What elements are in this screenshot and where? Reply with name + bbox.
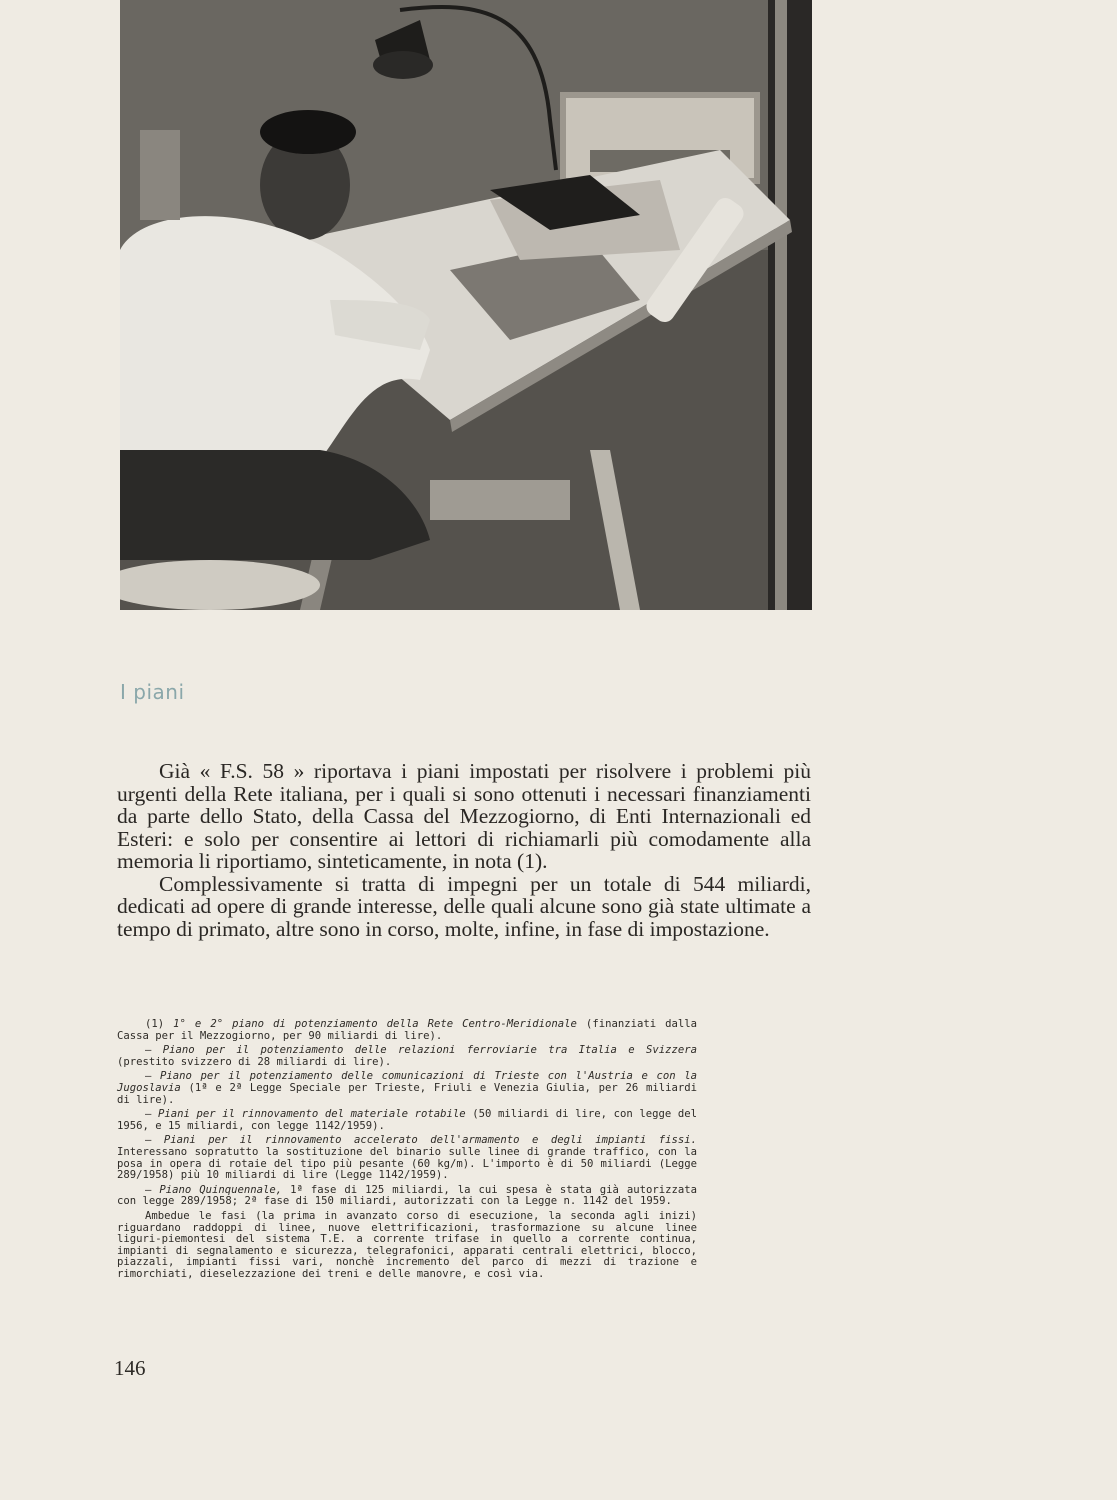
footnote: — Piani per il rinnovamento accelerato dell'armamento e degli impianti fissi. Interessano sopratutto la sostituzione del binario sulle linee di grande traffico, con la posa in opera di rotaie del tipo più pesante (60 kg/m). L'importo è di 50 miliardi (Legge 289/1958) più 10 miliardi di lire (Legge 1142/1959).	[117, 1134, 697, 1182]
footnote: (1) 1° e 2° piano di potenziamento della Rete Centro-Meridionale (finanziati dalla Cassa per il Mezzogiorno, per 90 miliardi di lire).	[117, 1018, 697, 1042]
body-paragraph: Complessivamente si tratta di impegni per un totale di 544 miliardi, dedicati ad opere di grande interesse, delle quali alcune sono già state ultimate a tempo di primato, altre sono in corso, molte, infine, in fase di impostazione.	[117, 871, 811, 941]
footnote: — Piano per il potenziamento delle comunicazioni di Trieste con l'Austria e con la Jugoslavia (1ª e 2ª Legge Speciale per Trieste, Friuli e Venezia Giulia, per 26 miliardi di lire).	[117, 1070, 697, 1106]
footnote: — Piano Quinquennale, 1ª fase di 125 miliardi, la cui spesa è stata già autorizzata con legge 289/1958; 2ª fase di 150 miliardi, autorizzati con la Legge n. 1142 del 1959.	[117, 1183, 697, 1208]
footnote: — Piano per il potenziamento delle relazioni ferroviarie tra Italia e Svizzera (prestito svizzero di 28 miliardi di lire).	[117, 1044, 697, 1068]
drafting-photo	[120, 0, 812, 610]
footnote: Ambedue le fasi (la prima in avanzato corso di esecuzione, la seconda agli inizi) riguardano raddoppi di linee, nuove elettrificazioni, trasformazione su alcune linee liguri-piemontesi del sistema T.E. a corrente trifase in quello a corrente continua, impianti di segnalamento e sicurezza, telegrafonici, apparati centrali elettrici, blocco, piazzali, impianti fissi vari, nonchè incremento del parco di mezzi di trazione e rimorchiati, dieselezzazione dei treni e delle manovre, e così via.	[117, 1209, 697, 1280]
page-number: 146	[114, 1356, 146, 1380]
section-heading: I piani	[120, 680, 185, 704]
body-text	[117, 760, 811, 940]
architect-at-drafting-table-photo-icon	[120, 0, 812, 610]
body-paragraph: Già « F.S. 58 » riportava i piani impostati per risolvere i problemi più urgenti della Rete italiana, per i quali si sono ottenuti i necessari finanziamenti da parte dello Stato, della Cassa del Mezzogiorno, di Enti Internazionali ed Esteri: e solo per consentire ai lettori di richiamarli più comodamente alla memoria li riportiamo, sinteticamente, in nota (1).	[117, 759, 811, 873]
footnote: — Piani per il rinnovamento del materiale rotabile (50 miliardi di lire, con legge del 1956, e 15 miliardi, con legge 1142/1959).	[117, 1108, 697, 1132]
footnotes	[117, 1019, 697, 1283]
